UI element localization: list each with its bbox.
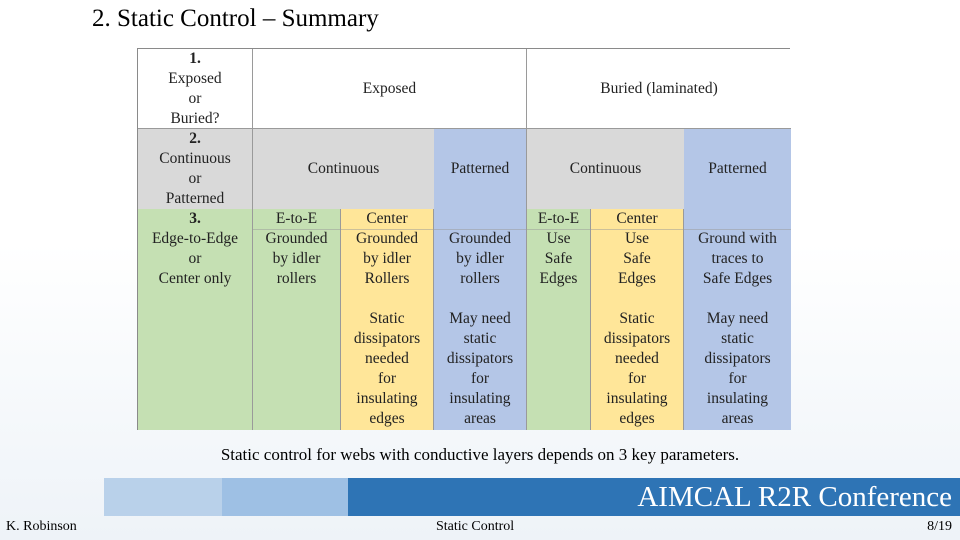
buried-continuous-center-cell: [591, 209, 684, 430]
footer-topic: Static Control: [436, 519, 515, 534]
cell-line: Use: [546, 230, 571, 247]
summary-table: [137, 48, 790, 430]
question-1-line: or: [188, 90, 202, 107]
cell-line: dissipators: [446, 350, 514, 367]
exposed-patterned-label: Patterned: [450, 160, 510, 177]
question-3-line: Edge-to-Edge: [151, 230, 239, 247]
exposed-continuous-label: Continuous: [307, 160, 380, 177]
cell-line: areas: [721, 410, 754, 427]
exposed-header: [253, 49, 527, 129]
cell-line: Grounded: [356, 230, 418, 247]
cell-line: by idler: [272, 250, 321, 267]
cell-line: dissipators: [353, 330, 421, 347]
cell-line: Grounded: [449, 230, 511, 247]
cell-line: Edges: [618, 270, 656, 287]
question-2-line: Patterned: [165, 190, 225, 207]
question-1-number: 1.: [189, 50, 201, 67]
question-1-line: Exposed: [168, 70, 222, 87]
buried-header: [527, 49, 791, 129]
cell-line: Center: [616, 210, 658, 227]
slide-caption: Static control for webs with conductive layers depends on 3 key parameters.: [220, 445, 740, 464]
exposed-continuous-e2e-cell: [253, 209, 341, 430]
buried-continuous-header: [527, 129, 684, 209]
cell-line: Use: [624, 230, 650, 247]
cell-line: needed: [365, 350, 409, 367]
cell-line: by idler: [456, 250, 504, 267]
cell-line: May need: [706, 310, 769, 327]
cell-line: rollers: [460, 270, 500, 287]
cell-line: needed: [615, 350, 659, 367]
cell-line: edges: [369, 410, 405, 427]
slide-title: 2. Static Control – Summary: [92, 5, 379, 32]
question-2-cell: [138, 129, 253, 209]
page-number: 8/19: [927, 519, 952, 534]
question-2-line: Continuous: [159, 150, 231, 167]
cell-line: static: [463, 330, 497, 347]
buried-continuous-e2e-cell: [527, 209, 591, 430]
cell-line: insulating: [606, 390, 668, 407]
question-1-cell: [138, 49, 253, 129]
question-2-number: 2.: [189, 130, 201, 147]
cell-line: by idler: [363, 250, 411, 267]
cell-line: Ground with: [698, 230, 777, 247]
question-3-line: Center only: [158, 270, 232, 287]
cell-line: static: [721, 330, 754, 347]
cell-line: for: [728, 370, 747, 387]
cell-line: for: [470, 370, 490, 387]
cell-line: May need: [449, 310, 511, 327]
footer-author: K. Robinson: [6, 519, 77, 534]
cell-line: Static: [619, 310, 655, 327]
exposed-patterned-header: [434, 129, 527, 209]
buried-patterned-header: [684, 129, 791, 209]
question-3-number: 3.: [189, 210, 201, 227]
cell-line: dissipators: [603, 330, 671, 347]
exposed-patterned-cell: [434, 209, 527, 430]
cell-line: Rollers: [364, 270, 410, 287]
exposed-continuous-header: [253, 129, 434, 209]
cell-line: edges: [619, 410, 655, 427]
cell-line: E-to-E: [275, 210, 318, 227]
footer-band-mid: [222, 478, 348, 516]
cell-line: for: [627, 370, 647, 387]
buried-patterned-label: Patterned: [708, 160, 767, 177]
buried-patterned-cell: [684, 209, 791, 430]
cell-line: traces to: [711, 250, 764, 267]
buried-label: Buried (laminated): [600, 79, 718, 97]
question-2-line: or: [188, 170, 202, 187]
cell-line: for: [377, 370, 397, 387]
cell-line: Center: [366, 210, 408, 227]
question-3-cell: [138, 209, 253, 430]
row-divider: [253, 229, 791, 230]
cell-line: insulating: [449, 390, 511, 407]
exposed-label: Exposed: [362, 79, 417, 97]
conference-name: AIMCAL R2R Conference: [637, 481, 952, 513]
buried-continuous-label: Continuous: [569, 160, 642, 177]
cell-line: Grounded: [265, 230, 328, 247]
question-3-line: or: [188, 250, 202, 267]
cell-line: dissipators: [704, 350, 771, 367]
cell-line: rollers: [276, 270, 317, 287]
cell-line: Safe Edges: [702, 270, 773, 287]
cell-line: Edges: [539, 270, 578, 287]
cell-line: insulating: [706, 390, 769, 407]
cell-line: E-to-E: [537, 210, 580, 227]
cell-line: areas: [464, 410, 496, 427]
footer-band-light: [104, 478, 222, 516]
cell-line: Safe: [544, 250, 573, 267]
cell-line: Static: [369, 310, 405, 327]
question-1-line: Buried?: [170, 110, 220, 127]
exposed-continuous-center-cell: [341, 209, 434, 430]
cell-line: insulating: [356, 390, 418, 407]
cell-line: Safe: [623, 250, 651, 267]
